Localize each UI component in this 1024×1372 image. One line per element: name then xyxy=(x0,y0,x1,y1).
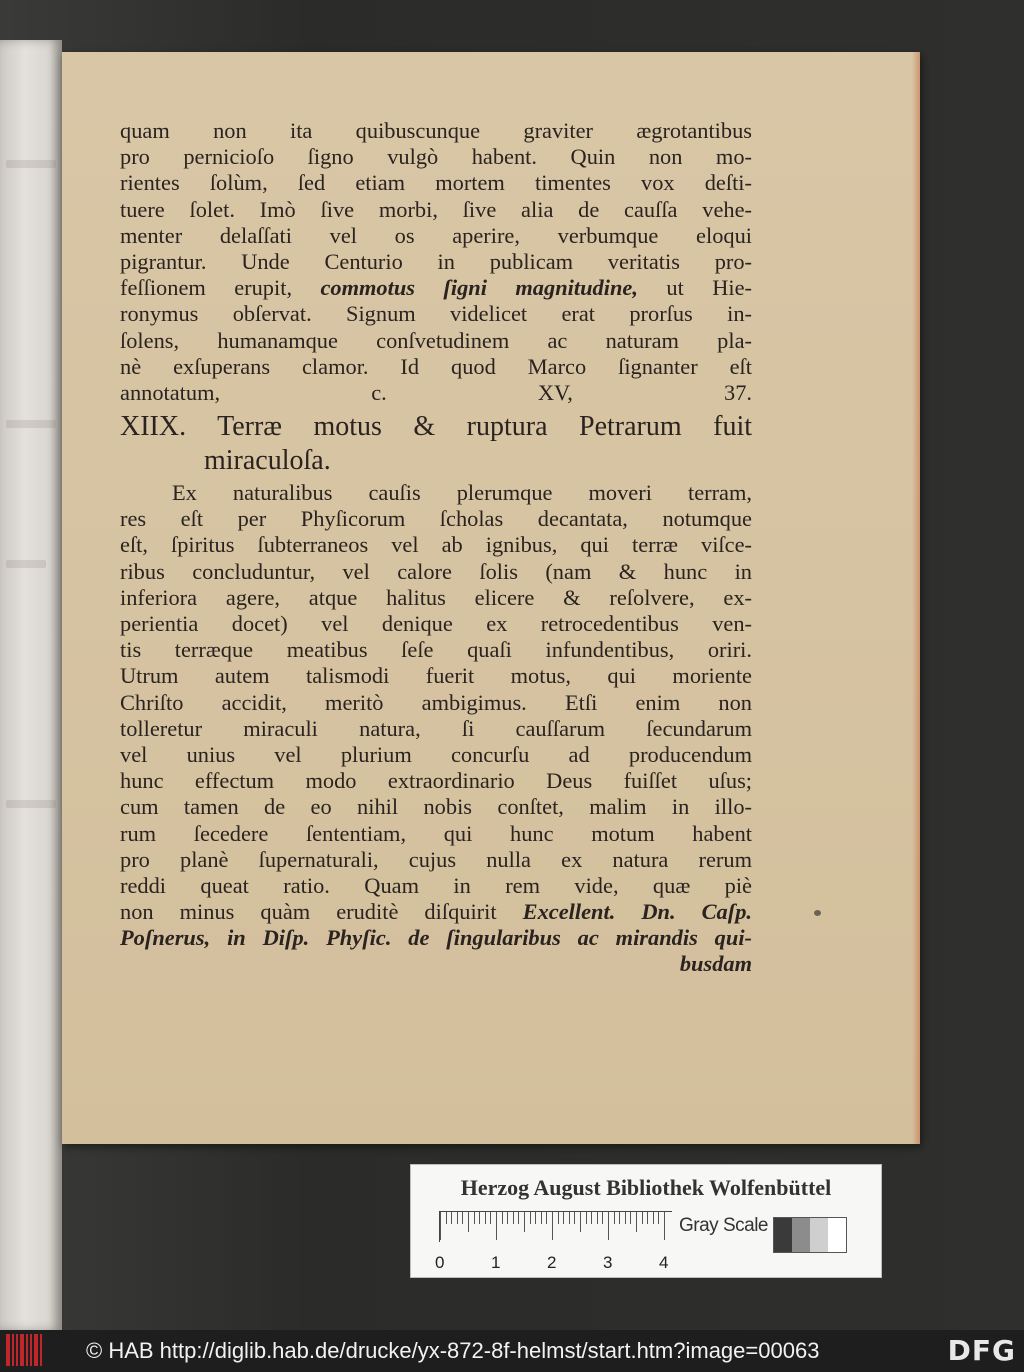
barcode-bar xyxy=(6,1334,10,1366)
text-line: pro pernicioſo ſigno vulgò habent. Quin non mo- xyxy=(120,144,752,170)
paragraph-2 xyxy=(120,506,752,899)
text-line: eſt, ſpiritus ſubterraneos vel ab ignibus, qui terræ viſce- xyxy=(120,532,752,558)
ruler-tick xyxy=(597,1212,598,1224)
ruler-tick xyxy=(619,1212,620,1224)
copyright-url[interactable]: © HAB http://diglib.hab.de/drucke/yx-872-8f-helmst/start.htm?image=00063 xyxy=(86,1338,820,1363)
dfg-logo: DFG xyxy=(947,1334,1016,1367)
gray-swatch xyxy=(774,1218,792,1252)
text-line: inferiora agere, atque halitus elicere & reſolvere, ex- xyxy=(120,584,752,610)
paragraph-1 xyxy=(120,118,752,275)
ruler-tick xyxy=(479,1212,480,1224)
ruler-tick xyxy=(614,1212,615,1224)
ink-speck xyxy=(814,910,821,916)
text-line: cum tamen de eo nihil nobis conſtet, malim in illo- xyxy=(120,794,752,820)
color-calibration-card xyxy=(410,1164,882,1278)
ruler-tick xyxy=(502,1212,503,1224)
ruler-tick xyxy=(530,1212,531,1224)
text-line: Chriſto accidit, meritò ambigimus. Etſi enim non xyxy=(120,689,752,715)
ruler-tick xyxy=(457,1212,458,1224)
text-line: perientia docet) vel denique ex retrocedentibus ven- xyxy=(120,611,752,636)
text-line: reddi queat ratio. Quam in rem vide, quæ piè xyxy=(120,872,752,898)
ruler-number: 1 xyxy=(491,1253,501,1272)
text-line: Utrum autem talismodi fuerit motus, qui moriente xyxy=(120,663,752,689)
ruler-tick xyxy=(642,1212,643,1224)
text-line: hunc effectum modo extraordinario Deus fuiſſet uſus; xyxy=(120,768,752,794)
ruler-tick xyxy=(580,1212,581,1232)
text-line: feſſionem erupit, commotus ſigni magnitudine, ut Hie- xyxy=(120,275,752,301)
ruler-tick xyxy=(524,1212,525,1232)
ruler-tick xyxy=(546,1212,547,1224)
bleed-through-mark xyxy=(6,800,56,808)
ruler-tick xyxy=(468,1212,469,1232)
bleed-through-mark xyxy=(6,420,56,428)
section-heading-cont: miraculoſa. xyxy=(204,445,331,477)
ruler-tick xyxy=(552,1212,553,1240)
gray-scale-label: Gray Scale xyxy=(679,1215,768,1236)
ruler-tick xyxy=(608,1212,609,1240)
text-line: ſolens, humanamque conſvetudinem ac naturam pla- xyxy=(120,327,752,353)
book-page xyxy=(62,52,920,1144)
ruler-tick xyxy=(658,1212,659,1224)
ruler-tick xyxy=(541,1212,542,1224)
ruler-tick xyxy=(507,1212,508,1224)
text-line: Ex naturalibus cauſis plerumque moveri terram, xyxy=(172,480,752,506)
text-line: nè exſuperans clamor. Id quod Marco ſignanter eſt xyxy=(120,353,752,379)
text-line: annotatum, c. XV, 37. xyxy=(120,379,752,405)
barcode-bar xyxy=(12,1334,14,1366)
text-line: tolleretur miraculi natura, ſi cauſſarum ſecundarum xyxy=(120,715,752,741)
text-line: rientes ſolùm, ſed etiam mortem timentes vox deſti- xyxy=(120,170,752,196)
barcode-bar xyxy=(40,1334,42,1366)
text-line: res eſt per Phyſicorum ſcholas decantata, notumque xyxy=(120,506,752,532)
ruler-tick xyxy=(496,1212,497,1240)
gray-swatch xyxy=(810,1218,828,1252)
ruler-tick xyxy=(591,1212,592,1224)
ruler-tick xyxy=(535,1212,536,1224)
scale-ruler xyxy=(439,1211,672,1242)
barcode-bar xyxy=(20,1334,24,1366)
text-line: tis terræque meatibus ſeſe quaſi infundentibus, oriri. xyxy=(120,637,752,663)
library-name: Herzog August Bibliothek Wolfenbüttel xyxy=(460,1175,832,1200)
ruler-number: 3 xyxy=(603,1253,613,1272)
ruler-tick xyxy=(558,1212,559,1224)
ruler-tick xyxy=(647,1212,648,1224)
ruler-tick xyxy=(513,1212,514,1224)
ruler-tick xyxy=(630,1212,631,1224)
barcode-icon xyxy=(6,1334,46,1366)
ruler-tick xyxy=(653,1212,654,1224)
ruler-tick xyxy=(490,1212,491,1224)
footer-bar xyxy=(0,1330,1024,1372)
bleed-through-mark xyxy=(6,560,46,568)
ruler-tick xyxy=(563,1212,564,1224)
barcode-bar xyxy=(30,1334,32,1366)
ruler-tick xyxy=(625,1212,626,1224)
ruler-tick xyxy=(440,1212,441,1240)
text-line: pro planè ſupernaturali, cujus nulla ex natura rerum xyxy=(120,846,752,872)
ruler-tick xyxy=(485,1212,486,1224)
ruler-number: 0 xyxy=(435,1253,445,1272)
ruler-tick xyxy=(569,1212,570,1224)
ruler-tick xyxy=(446,1212,447,1224)
ruler-tick xyxy=(474,1212,475,1224)
text-line: ribus concluduntur, vel calore ſolis (nam & hunc in xyxy=(120,558,752,584)
gray-swatch xyxy=(828,1218,846,1252)
text-line: Poſnerus, in Diſp. Phyſic. de ſingularibus ac mirandis qui- xyxy=(120,925,752,951)
text-line: rum ſecedere ſententiam, qui hunc motum habent xyxy=(120,820,752,846)
gray-swatch xyxy=(792,1218,810,1252)
barcode-bar xyxy=(34,1334,38,1366)
text-line: ronymus obſervat. Signum videlicet erat prorſus in- xyxy=(120,301,752,327)
section-heading: XIIX. Terræ motus & ruptura Petrarum fuit xyxy=(120,411,752,443)
ruler-tick xyxy=(574,1212,575,1224)
bleed-through-mark xyxy=(6,160,56,168)
barcode-bar xyxy=(16,1334,18,1366)
ruler-tick xyxy=(586,1212,587,1224)
ruler-number: 2 xyxy=(547,1253,557,1272)
ruler-tick xyxy=(518,1212,519,1224)
barcode-bar xyxy=(26,1334,28,1366)
text-line: vel unius vel plurium concurſu ad producendum xyxy=(120,741,752,767)
ruler-tick xyxy=(462,1212,463,1224)
text-line: non minus quàm eruditè diſquirit Excellent. Dn. Caſp. xyxy=(120,899,752,925)
catchword: busdam xyxy=(679,951,752,977)
ruler-tick xyxy=(451,1212,452,1224)
page-text xyxy=(120,118,752,978)
ruler-number: 4 xyxy=(659,1253,669,1272)
text-line: pigrantur. Unde Centurio in publicam veritatis pro- xyxy=(120,248,752,274)
gray-scale-swatches xyxy=(773,1217,847,1253)
ruler-tick xyxy=(636,1212,637,1232)
text-line: quam non ita quibuscunque graviter ægrotantibus xyxy=(120,118,752,143)
ruler-tick xyxy=(602,1212,603,1224)
text-line: tuere ſolet. Imò ſive morbi, ſive alia de cauſſa vehe- xyxy=(120,196,752,222)
previous-leaf-edge xyxy=(0,40,62,1330)
text-line: menter delaſſati vel os aperire, verbumque eloqui xyxy=(120,222,752,248)
ruler-tick xyxy=(664,1212,665,1240)
paragraph-1-end xyxy=(120,301,752,406)
